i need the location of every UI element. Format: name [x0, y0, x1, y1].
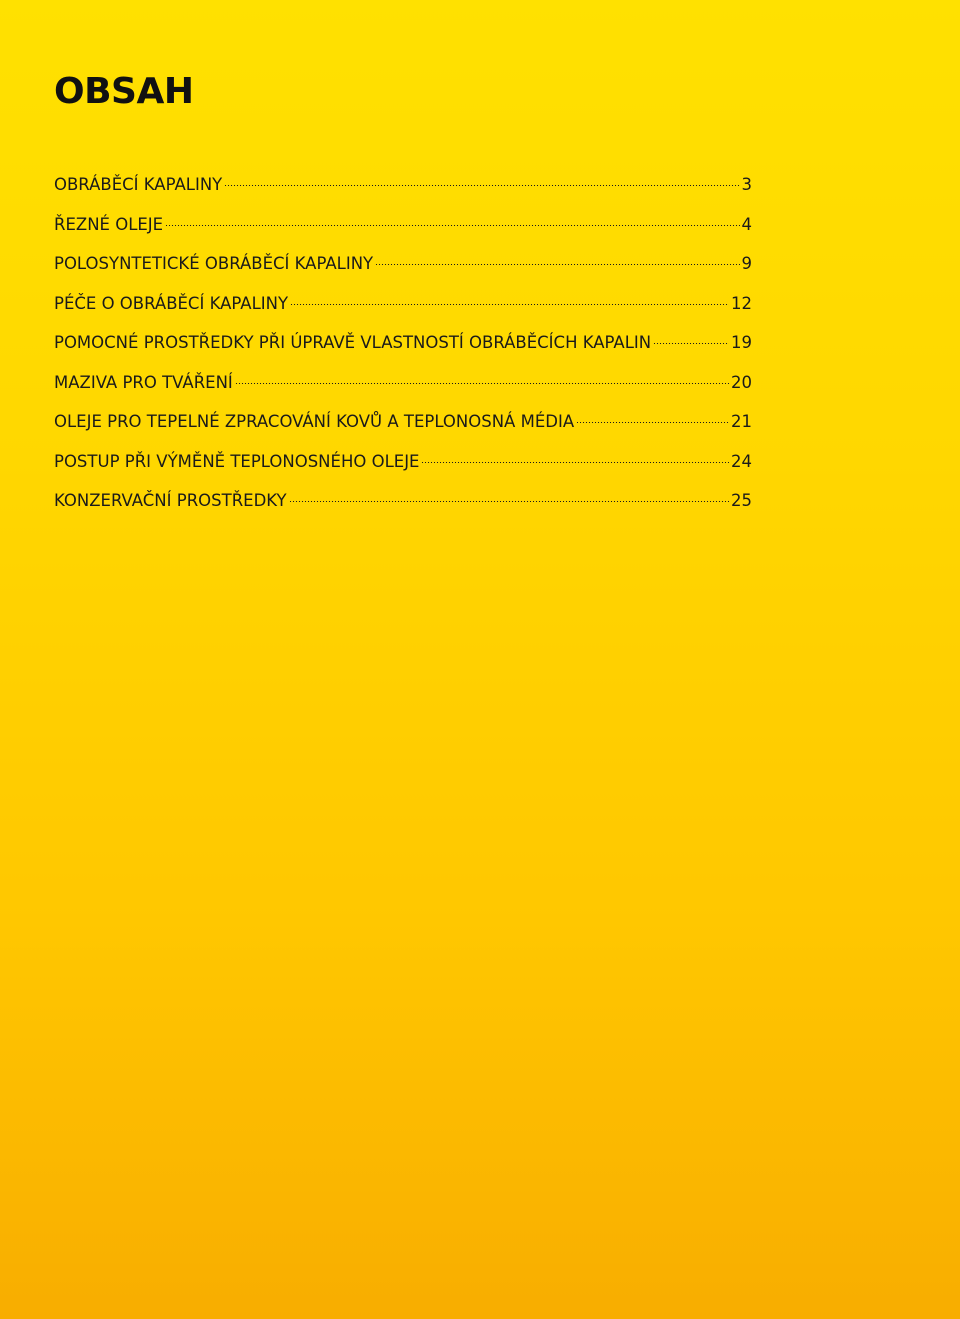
- toc-entry[interactable]: [54, 447, 752, 487]
- page-title: OBSAH: [54, 71, 194, 112]
- toc-dot-leader: [421, 462, 729, 463]
- toc-page-number: 4: [741, 214, 752, 234]
- toc-dot-leader: [653, 343, 729, 344]
- toc-entry-title: MAZIVA PRO TVÁŘENÍ: [54, 372, 233, 392]
- toc-entry[interactable]: [54, 249, 752, 289]
- toc-dot-leader: [235, 383, 729, 384]
- toc-entry[interactable]: [54, 407, 752, 447]
- table-of-contents: [54, 170, 752, 526]
- toc-entry-title: ŘEZNÉ OLEJE: [54, 214, 164, 234]
- toc-page-number: 3: [741, 175, 752, 194]
- toc-page-number: 20: [731, 372, 752, 392]
- toc-entry[interactable]: [54, 210, 752, 250]
- toc-page-number: 12: [731, 293, 752, 313]
- toc-entry-title: KONZERVAČNÍ PROSTŘEDKY: [54, 491, 287, 510]
- toc-entry-title: POSTUP PŘI VÝMĚNĚ TEPLONOSNÉHO OLEJE: [54, 451, 420, 471]
- toc-entry-title: PÉČE O OBRÁBĚCÍ KAPALINY: [54, 293, 289, 313]
- toc-entry[interactable]: [54, 486, 752, 526]
- toc-entry-title: POMOCNÉ PROSTŘEDKY PŘI ÚPRAVĚ VLASTNOSTÍ OBRÁBĚCÍCH KAPALIN: [54, 333, 652, 352]
- toc-page-number: 21: [731, 412, 752, 431]
- toc-entry[interactable]: [54, 328, 752, 368]
- toc-dot-leader: [289, 501, 729, 502]
- toc-entry[interactable]: [54, 289, 752, 329]
- toc-entry[interactable]: [54, 170, 752, 210]
- toc-entry-title: OBRÁBĚCÍ KAPALINY: [54, 175, 223, 194]
- toc-page-number: 25: [731, 491, 752, 510]
- toc-entry-title: OLEJE PRO TEPELNÉ ZPRACOVÁNÍ KOVŮ A TEPLONOSNÁ MÉDIA: [54, 412, 575, 431]
- toc-dot-leader: [576, 422, 729, 423]
- toc-entry[interactable]: [54, 368, 752, 408]
- toc-page-number: 19: [731, 333, 752, 352]
- toc-dot-leader: [290, 304, 729, 305]
- toc-entry-title: POLOSYNTETICKÉ OBRÁBĚCÍ KAPALINY: [54, 254, 374, 273]
- toc-dot-leader: [165, 225, 739, 226]
- toc-page-number: 24: [731, 451, 752, 471]
- toc-page-number: 9: [741, 254, 752, 273]
- toc-dot-leader: [224, 185, 739, 186]
- toc-dot-leader: [375, 264, 739, 265]
